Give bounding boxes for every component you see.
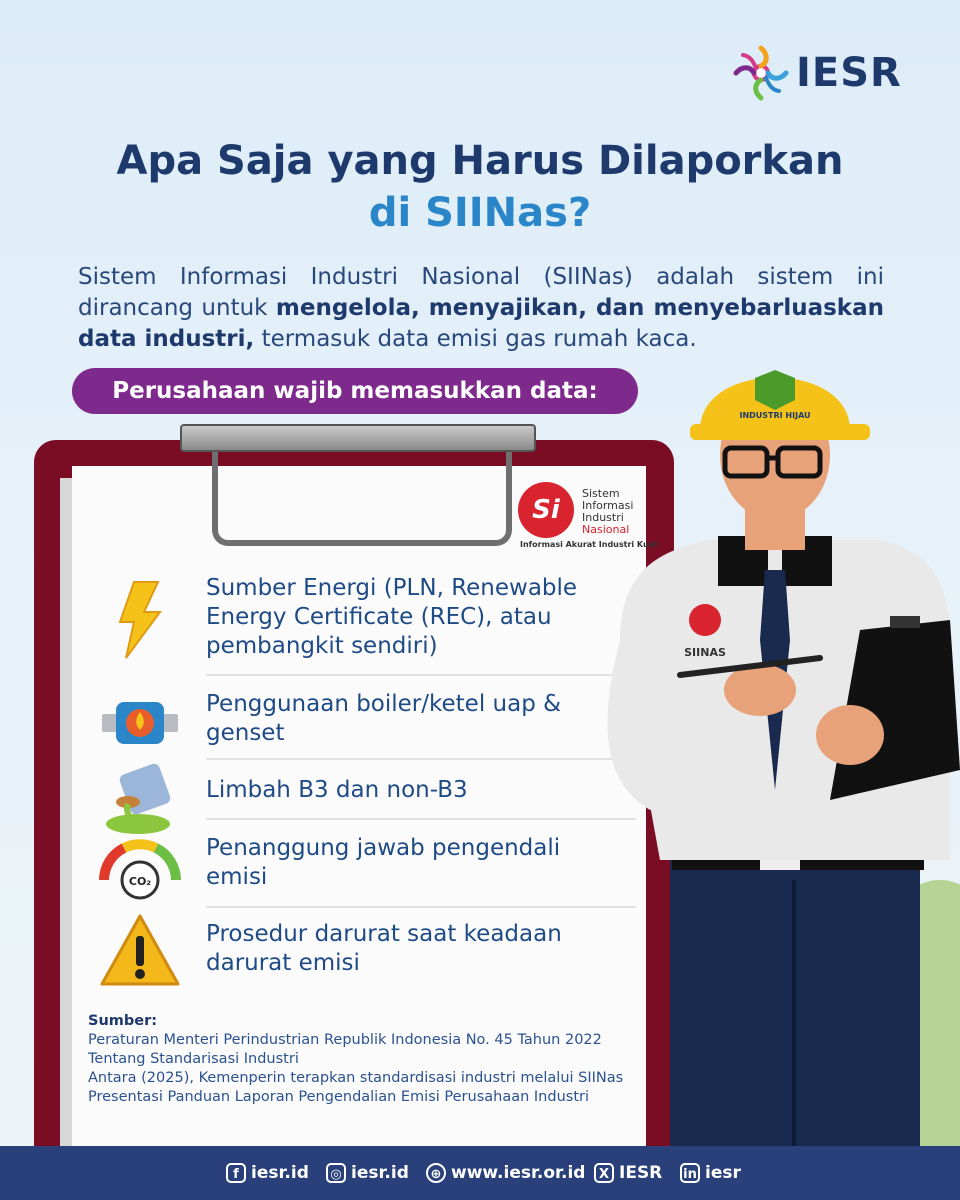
- intro-text-2: termasuk data emisi gas rumah kaca.: [254, 326, 697, 352]
- list-item: [98, 574, 638, 670]
- footer-x[interactable]: X IESR: [594, 1146, 662, 1200]
- source-line: Peraturan Menteri Perindustrian Republik Indonesia No. 45 Tahun 2022 Tentang Standarisasi Industri: [88, 1032, 602, 1067]
- page-title-line2: di SIINas?: [368, 190, 592, 236]
- intro-text-1: Sistem Informasi Industri Nasional (SIINas) adalah sistem ini dirancang untuk: [78, 264, 884, 321]
- item-text: Prosedur darurat saat keadaan darurat emisi: [206, 921, 562, 976]
- footer-linkedin[interactable]: in iesr: [680, 1146, 741, 1200]
- globe-icon: ⊕: [426, 1163, 446, 1183]
- linkedin-icon: in: [680, 1163, 700, 1183]
- list-item: [98, 768, 638, 816]
- siinas-tagline: Informasi Akurat Industri Kuat: [520, 540, 658, 549]
- list-item: [98, 832, 638, 896]
- footer-website[interactable]: ⊕ www.iesr.or.id: [426, 1146, 585, 1200]
- source-line: Antara (2025), Kemenperin terapkan standardisasi industri melalui SIINas: [88, 1070, 624, 1086]
- shirt-logo-text: SIINAS: [684, 646, 726, 659]
- siinas-logo-text: Sistem Informasi Industri Nasional: [582, 487, 634, 536]
- sources-heading: Sumber:: [88, 1013, 158, 1029]
- boiler-icon: [98, 680, 182, 764]
- page-title-line1: Apa Saja yang Harus Dilaporkan: [116, 138, 844, 184]
- x-icon: X: [594, 1163, 614, 1183]
- list-item: [98, 918, 638, 982]
- co2-gauge-icon: [98, 824, 182, 908]
- footer-facebook[interactable]: f iesr.id: [226, 1146, 309, 1200]
- clipboard-clip-loop: [212, 450, 512, 546]
- facebook-icon: f: [226, 1163, 246, 1183]
- lightning-icon: [98, 578, 182, 662]
- siinas-emblem-icon: Si: [518, 482, 574, 538]
- list-item: [98, 688, 638, 752]
- worker-illustration: [560, 340, 960, 1146]
- item-text: Penanggung jawab pengendali emisi: [206, 835, 561, 890]
- item-text: Limbah B3 dan non-B3: [206, 777, 468, 803]
- iesr-logo-icon: [732, 44, 790, 102]
- source-line: Presentasi Panduan Laporan Pengendalian Emisi Perusahaan Industri: [88, 1089, 589, 1105]
- footer-instagram[interactable]: ◎ iesr.id: [326, 1146, 409, 1200]
- intro-text-bold: mengelola, menyajikan, dan menyebarluaskan data industri,: [78, 295, 884, 352]
- logo-text: IESR: [796, 50, 902, 96]
- helmet-label: INDUSTRI HIJAU: [739, 411, 811, 420]
- iesr-logo: [732, 44, 902, 104]
- warning-icon: [98, 910, 182, 994]
- instagram-icon: ◎: [326, 1163, 346, 1183]
- footer-bar: [0, 1146, 960, 1200]
- item-text: Sumber Energi (PLN, Renewable Energy Certificate (REC), atau pembangkit sendiri): [206, 575, 578, 659]
- requirement-banner: Perusahaan wajib memasukkan data:: [72, 368, 638, 414]
- item-text: Penggunaan boiler/ketel uap & genset: [206, 691, 562, 746]
- svg-text:CO₂: CO₂: [128, 875, 152, 888]
- clipboard-clip-bar: [180, 424, 536, 452]
